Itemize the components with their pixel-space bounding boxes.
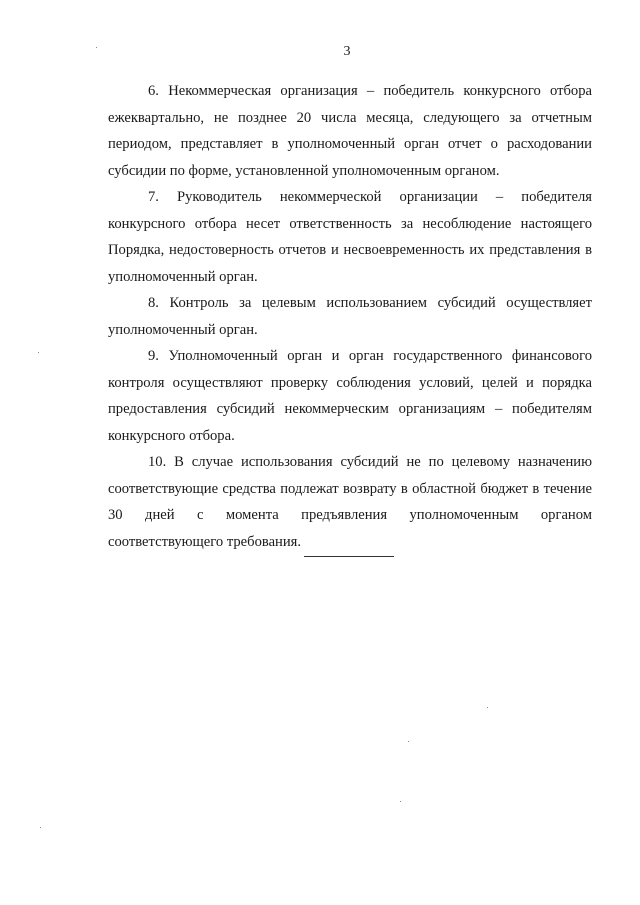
paragraph-10: 10. В случае использования субсидий не по целевому назначению соответствующие средства подлежат возврату в областной бюджет в течение 30 дней с момента предъявления уполномоченным органом соответствующего требования.	[108, 454, 592, 550]
scan-speck	[40, 827, 41, 828]
paragraph-8: 8. Контроль за целевым использованием субсидий осуществляет уполномоченный орган.	[108, 295, 592, 338]
page-number: 3	[343, 44, 351, 59]
scan-speck	[38, 352, 39, 353]
paragraph-7: 7. Руководитель некоммерческой организации – победителя конкурсного отбора несет ответственность за несоблюдение настоящего Порядка, недостоверность отчетов и несвоевременность их представления в уполномоченный орган.	[108, 189, 592, 285]
paragraph-9: 9. Уполномоченный орган и орган государственного финансового контроля осуществляют проверку соблюдения условий, целей и порядка предоставления субсидий некоммерческим организациям – победителям конкурсного отбора.	[108, 348, 592, 444]
scan-speck	[408, 741, 409, 742]
end-separator-line	[304, 556, 394, 557]
document-body	[108, 78, 592, 555]
scan-speck	[400, 801, 401, 802]
paragraph-6: 6. Некоммерческая организация – победитель конкурсного отбора ежеквартально, не позднее 20 числа месяца, следующего за отчетным периодом, представляет в уполномоченный орган отчет о расходовании субсидии по форме, установленной уполномоченным органом.	[108, 83, 592, 179]
scan-speck	[96, 47, 97, 48]
scan-speck	[487, 707, 488, 708]
